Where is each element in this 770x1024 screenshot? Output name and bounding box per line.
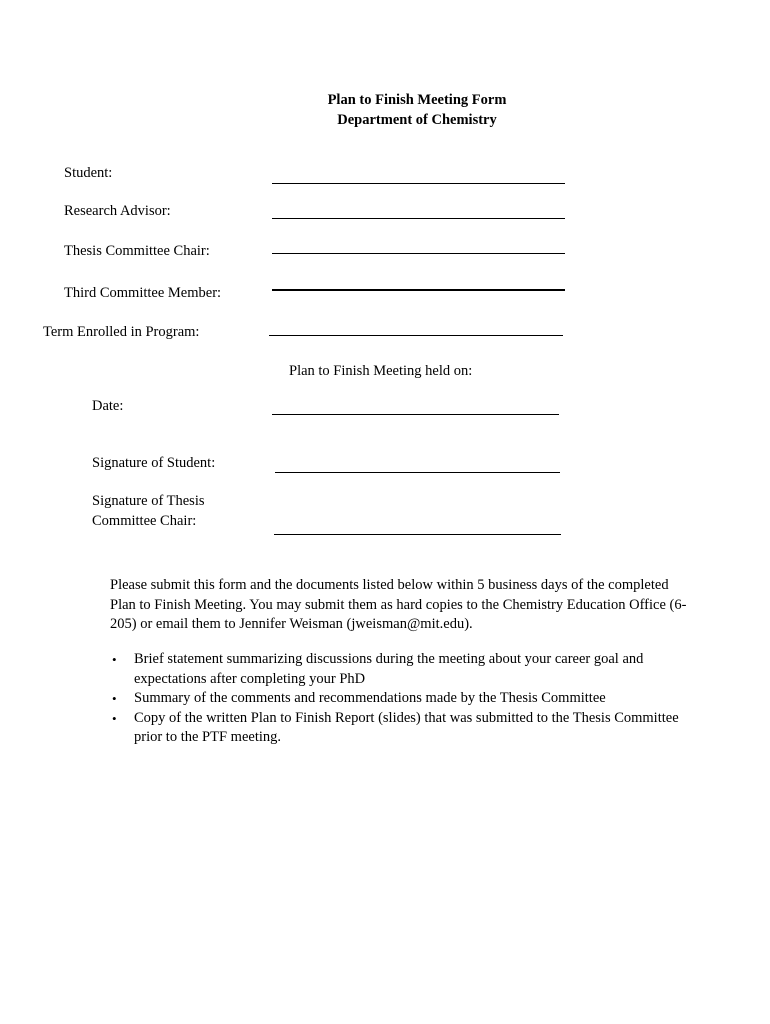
signature-student-label: Signature of Student: (92, 455, 216, 471)
document-item-text: Summary of the comments and recommendations made by the Thesis Committee (134, 690, 606, 706)
signature-chair-label-line2: Committee Chair: (92, 513, 197, 529)
research-advisor-field[interactable] (272, 218, 565, 219)
date-label: Date: (92, 398, 124, 414)
third-member-label: Third Committee Member: (64, 285, 222, 301)
bullet-icon: • (112, 710, 117, 726)
document-item-text: Copy of the written Plan to Finish Report (slides) that was submitted to the Thesis Committee prior to the PTF meeting. (134, 709, 679, 745)
signature-chair-label-line1: Signature of Thesis (92, 493, 205, 509)
list-item (110, 709, 690, 748)
research-advisor-label: Research Advisor: (64, 203, 171, 219)
thesis-chair-field[interactable] (272, 253, 565, 254)
term-enrolled-field[interactable] (269, 335, 563, 336)
meeting-heading: Plan to Finish Meeting held on: (289, 363, 473, 379)
document-item-text: Brief statement summarizing discussions during the meeting about your career goal and expectations after completing your PhD (134, 651, 644, 687)
form-title: Plan to Finish Meeting Form (327, 92, 507, 108)
list-item (110, 650, 690, 689)
bullet-icon: • (112, 691, 117, 706)
list-item (110, 689, 690, 709)
third-member-field[interactable] (272, 289, 565, 291)
date-field[interactable] (272, 414, 559, 415)
bullet-icon: • (112, 652, 117, 667)
student-field[interactable] (272, 183, 565, 184)
submission-instructions: Please submit this form and the documents listed below within 5 business days of the completed Plan to Finish Meeting. You may submit them as hard copies to the Chemistry Education Office (6-205) or email them to Jennifer Weisman (jweisman@mit.edu). (110, 577, 687, 632)
term-enrolled-label: Term Enrolled in Program: (43, 324, 200, 340)
thesis-chair-label: Thesis Committee Chair: (64, 243, 210, 259)
form-header (0, 90, 770, 130)
department-name: Department of Chemistry (337, 112, 497, 128)
student-label: Student: (64, 165, 113, 181)
signature-student-field[interactable] (275, 472, 560, 473)
required-documents-list (110, 650, 690, 748)
signature-chair-field[interactable] (274, 534, 561, 535)
